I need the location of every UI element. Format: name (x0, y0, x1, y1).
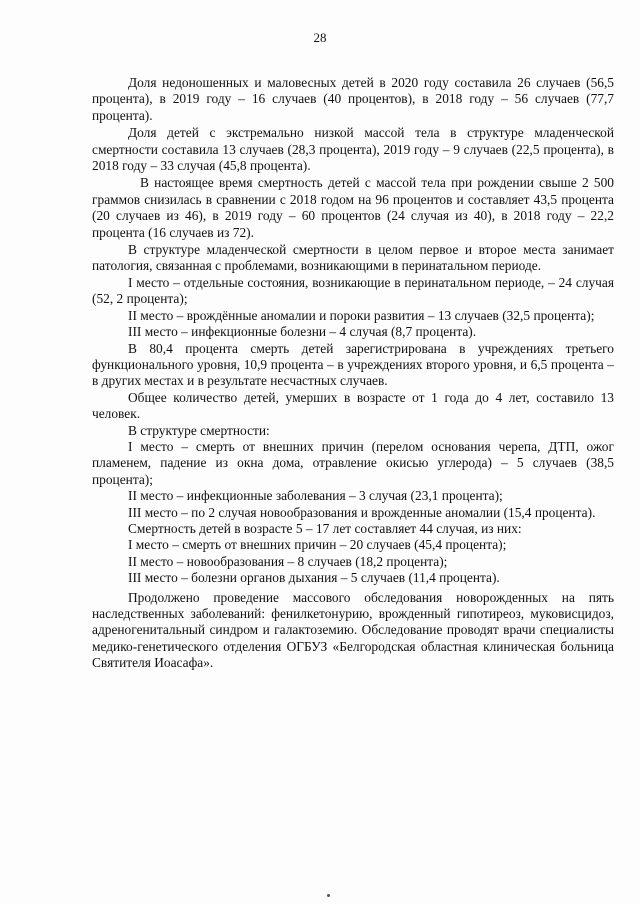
list-item-age-1-4-place-1: I место – смерть от внешних причин (перелом основания черепа, ДТП, ожог пламенем, падение из окна дома, отравление окисью углерода) – 5 случаев (38,5 процента); (92, 438, 614, 487)
list-item-place-3: III место – инфекционные болезни – 4 случая (8,7 процента). (128, 324, 477, 340)
paragraph-newborn-screening: Продолжено проведение массового обследования новорожденных на пять наследственных заболеваний: фенилкетонурию, врожденный гипотиреоз, муковисцидоз, адреногенитальный синдром и галактоземию. Обследование проводят врачи специалисты медико-генетического отделения ОГБУЗ «Белгородская областная клиническая больница Святителя Иоасафа». (92, 589, 614, 671)
paragraph-institution-levels: В 80,4 процента смерть детей зарегистрирована в учреждениях третьего функционального уровня, 10,9 процента – в учреждениях второго уровня, и 6,5 процента – в других местах и в результате несчастных случаев. (92, 340, 614, 389)
document-body (92, 75, 614, 672)
page-number: 28 (313, 30, 327, 45)
list-item-age-5-17-place-2: II место – новообразования – 8 случаев (18,2 процента); (128, 553, 448, 569)
paragraph-over-2500-grams: В настоящее время смертность детей с массой тела при рождении свыше 2 500 граммов снизилась в сравнении с 2018 годом на 96 процентов и составляет 43,5 процента (20 случаев из 46), в 2019 году – 60 процентов (24 случая из 40), в 2018 году – 22,2 процента (16 случаев из 72). (92, 175, 614, 240)
paragraph-mortality-structure-heading: В структуре смертности: (128, 422, 270, 438)
list-item-age-1-4-place-3: III место – по 2 случая новообразования и врожденные аномалии (15,4 процента). (128, 504, 596, 520)
list-item-age-5-17-place-1: I место – смерть от внешних причин – 20 случаев (45,4 процента); (128, 537, 507, 553)
list-item-place-2: II место – врождённые аномалии и пороки развития – 13 случаев (32,5 процента); (128, 307, 595, 323)
list-item-age-5-17-place-3: III место – болезни органов дыхания – 5 случаев (11,4 процента). (128, 570, 500, 586)
list-item-age-1-4-place-2: II место – инфекционные заболевания – 3 случая (23,1 процента); (128, 488, 503, 504)
list-item-place-1: I место – отдельные состояния, возникающие в перинатальном периоде, – 24 случая (52, 2 процента); (92, 274, 614, 307)
paragraph-age-1-4-total: Общее количество детей, умерших в возрасте от 1 года до 4 лет, составило 13 человек. (92, 389, 614, 422)
paragraph-age-5-17-total: Смертность детей в возрасте 5 – 17 лет составляет 44 случая, из них: (128, 520, 522, 536)
paragraph-premature-share: Доля недоношенных и маловесных детей в 2020 году составила 26 случаев (56,5 процента), в 2019 году – 16 случаев (40 процентов), в 2018 году – 56 случаев (77,7 процента). (92, 75, 614, 123)
paragraph-infant-mortality-structure: В структуре младенческой смертности в целом первое и второе места занимает патология, связанная с проблемами, возникающими в перинатальном периоде. (92, 242, 614, 274)
scan-speck (327, 894, 330, 897)
paragraph-extremely-low-weight: Доля детей с экстремально низкой массой тела в структуре младенческой смертности составила 13 случаев (28,3 процента), 2019 году – 9 случаев (22,5 процента), в 2018 году – 33 случая (45,8 процента). (92, 125, 614, 174)
